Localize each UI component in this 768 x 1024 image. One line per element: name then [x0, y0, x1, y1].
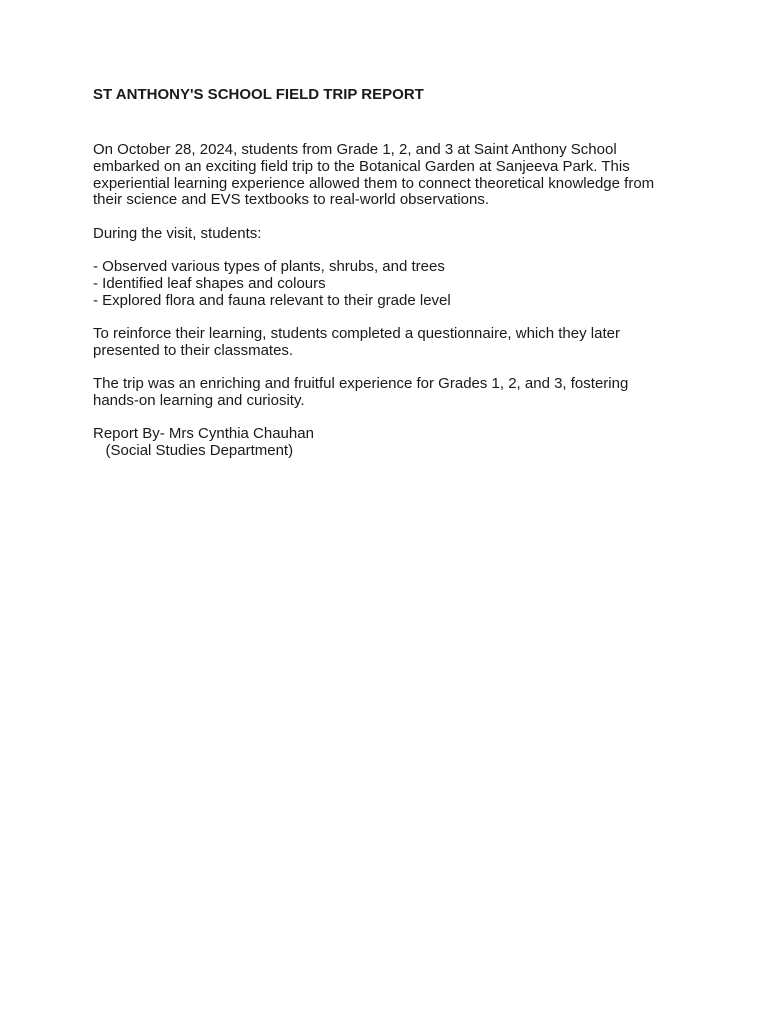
reinforce-paragraph — [93, 326, 693, 360]
visit-intro: During the visit, students: — [93, 224, 262, 242]
author-department — [93, 443, 693, 460]
conclusion-paragraph — [93, 376, 693, 410]
report-author: Report By- Mrs Cynthia Chauhan — [93, 425, 314, 443]
conclusion-line: The trip was an enriching and fruitful experience for Grades 1, 2, and 3, fostering — [93, 374, 629, 392]
intro-line: their science and EVS textbooks to real-world observations. — [93, 191, 490, 209]
conclusion-line: hands-on learning and curiosity. — [93, 391, 305, 409]
list-item: - Identified leaf shapes and colours — [93, 274, 326, 292]
reinforce-line: To reinforce their learning, students completed a questionnaire, which they later — [93, 324, 620, 342]
intro-paragraph — [93, 142, 693, 209]
list-item: - Explored flora and fauna relevant to their grade level — [93, 291, 451, 309]
signature-block — [93, 426, 693, 460]
report-title: ST ANTHONY'S SCHOOL FIELD TRIP REPORT — [93, 86, 424, 103]
report-body — [93, 86, 693, 460]
intro-line: experiential learning experience allowed them to connect theoretical knowledge from — [93, 174, 655, 192]
department-text: (Social Studies Department) — [105, 441, 294, 459]
list-item: - Observed various types of plants, shrubs, and trees — [93, 257, 445, 275]
activity-list — [93, 259, 693, 309]
intro-line: On October 28, 2024, students from Grade 1, 2, and 3 at Saint Anthony School — [93, 141, 617, 158]
intro-line: embarked on an exciting field trip to the Botanical Garden at Sanjeeva Park. This — [93, 157, 630, 175]
reinforce-line: presented to their classmates. — [93, 341, 294, 359]
